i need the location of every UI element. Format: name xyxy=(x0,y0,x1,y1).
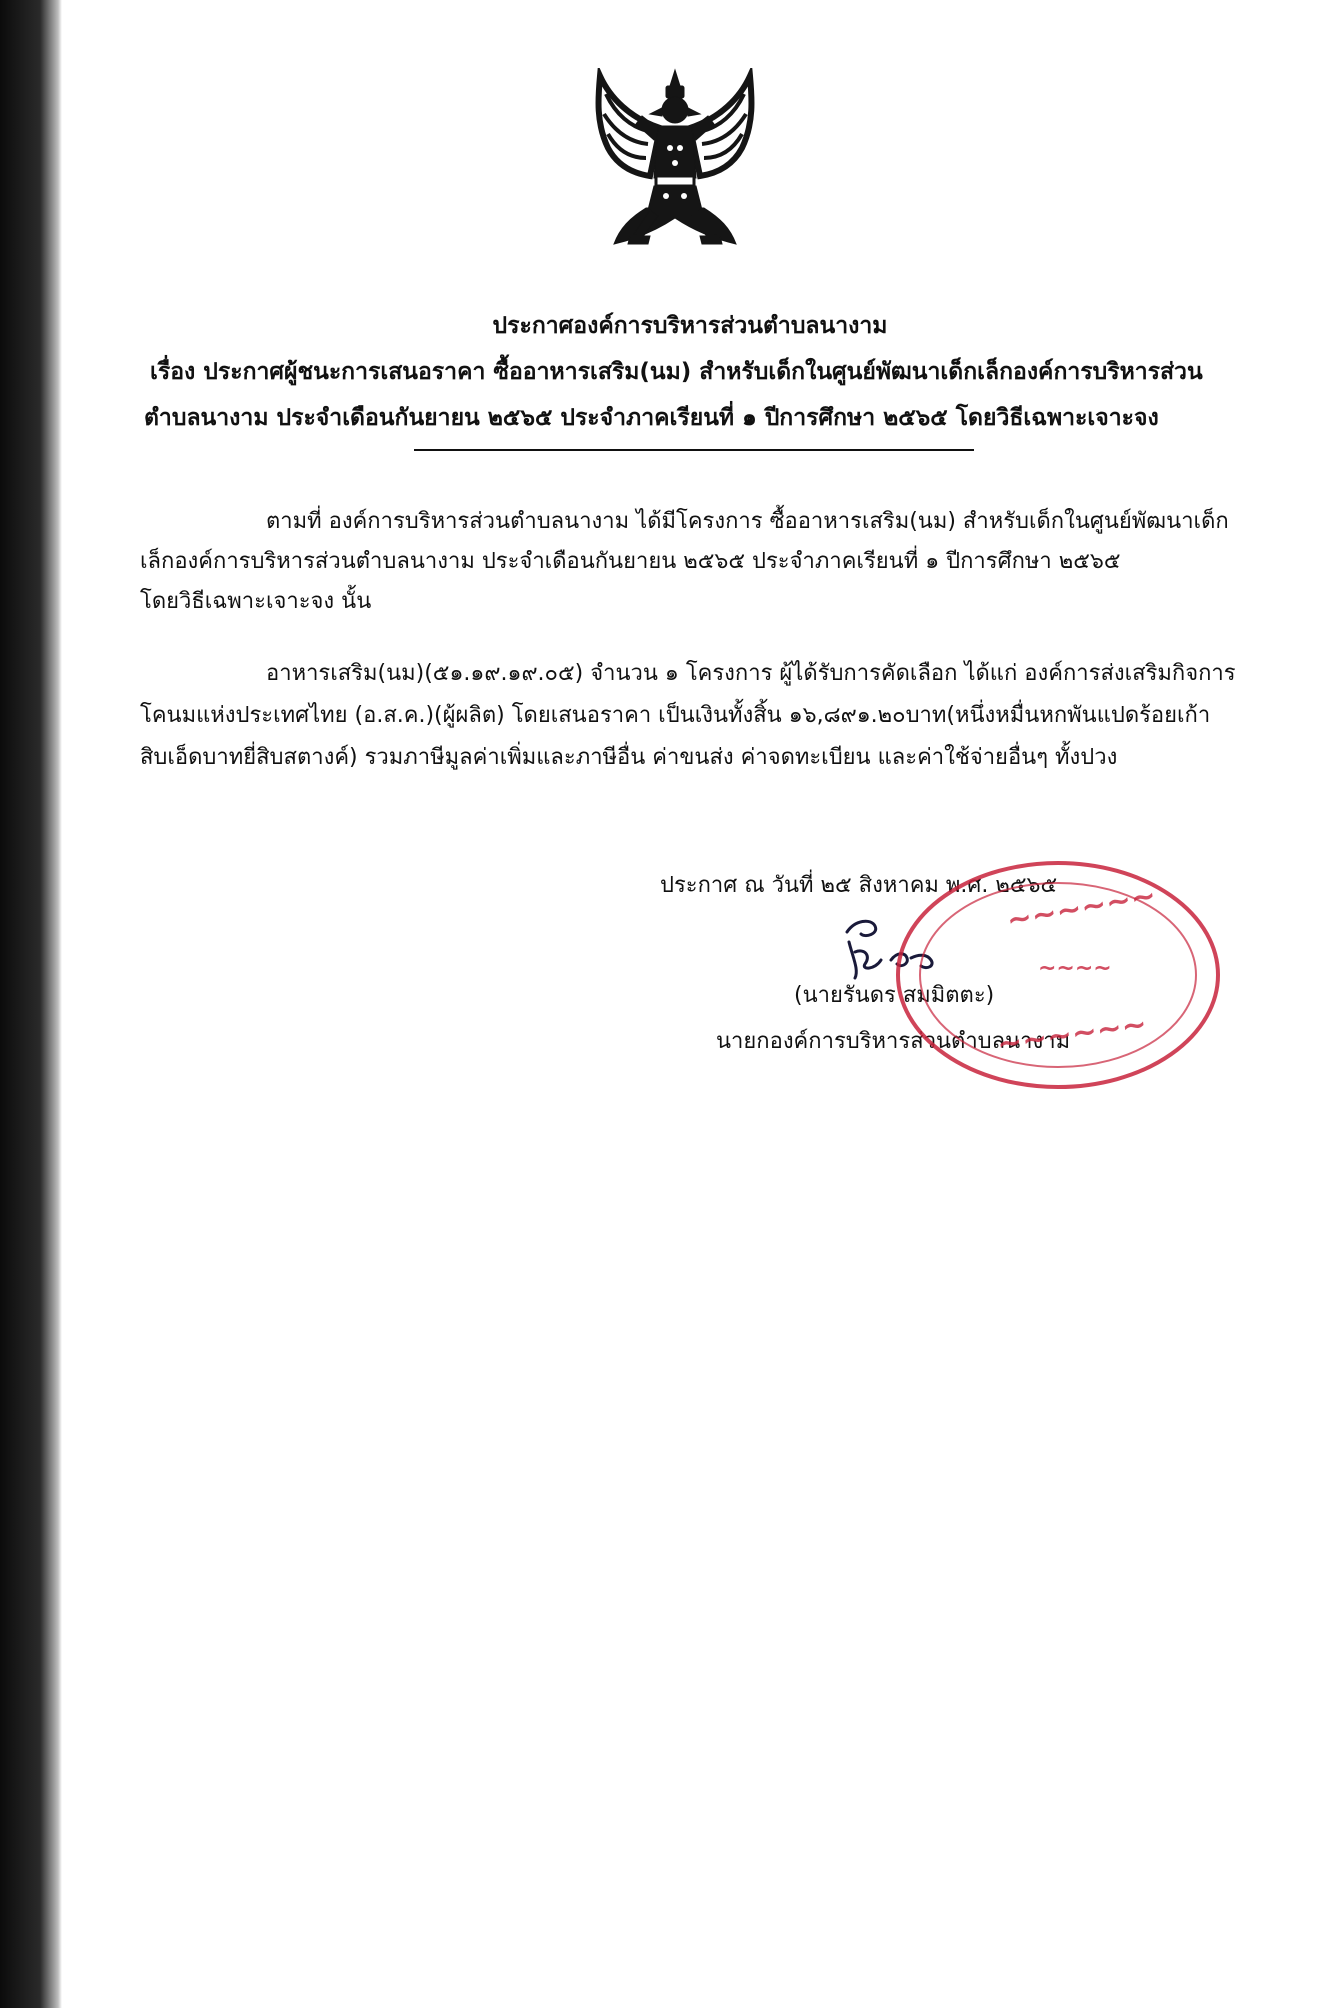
announcement-date: ประกาศ ณ วันที่ ๒๕ สิงหาคม พ.ศ. ๒๕๖๕ xyxy=(660,873,1058,898)
paragraph1-line3: โดยวิธีเฉพาะเจาะจง นั้น xyxy=(140,589,372,614)
svg-text:~~~~~~: ~~~~~~ xyxy=(1004,877,1159,939)
paragraph2-line1: อาหารเสริม(นม)(๕๑.๑๙.๑๙.๐๕) จำนวน ๑ โครงการ ผู้ได้รับการคัดเลือก ได้แก่ องค์การส่งเสริมกิจการ xyxy=(266,661,1236,686)
subject-line-1: เรื่อง ประกาศผู้ชนะการเสนอราคา ซื้ออาหารเสริม(นม) สำหรับเด็กในศูนย์พัฒนาเด็กเล็กองค์การบริหารส่วน xyxy=(150,359,1203,385)
paragraph2-line3: สิบเอ็ดบาทยี่สิบสตางค์) รวมภาษีมูลค่าเพิ่มและภาษีอื่น ค่าขนส่ง ค่าจดทะเบียน และค่าใช้จ่ายอื่นๆ ทั้งปวง xyxy=(140,745,1118,770)
paragraph1-line1: ตามที่ องค์การบริหารส่วนตำบลนางาม ได้มีโครงการ ซื้ออาหารเสริม(นม) สำหรับเด็กในศูนย์พัฒนาเด็ก xyxy=(266,509,1229,534)
signatory-position: นายกองค์การบริหารส่วนตำบลนางาม xyxy=(716,1029,1071,1054)
announcement-title: ประกาศองค์การบริหารส่วนตำบลนางาม xyxy=(492,313,888,339)
scan-edge-shadow xyxy=(0,0,62,2008)
signatory-name: (นายรันดร สมมิตตะ) xyxy=(794,983,995,1008)
svg-text:~~~~~~: ~~~~~~ xyxy=(994,1006,1150,1063)
subject-line-2: ตำบลนางาม ประจำเดือนกันยายน ๒๕๖๕ ประจำภาคเรียนที่ ๑ ปีการศึกษา ๒๕๖๕ โดยวิธีเฉพาะเจาะจง xyxy=(144,405,1159,431)
svg-text:~~~~: ~~~~ xyxy=(1038,956,1112,981)
paragraph1-line2: เล็กองค์การบริหารส่วนตำบลนางาม ประจำเดือนกันยายน ๒๕๖๕ ประจำภาคเรียนที่ ๑ ปีการศึกษา ๒๕๖๕ xyxy=(140,549,1121,574)
garuda-emblem-icon xyxy=(590,68,760,254)
paragraph2-line2: โคนมแห่งประเทศไทย (อ.ส.ค.)(ผู้ผลิต) โดยเสนอราคา เป็นเงินทั้งสิ้น ๑๖,๘๙๑.๒๐บาท(หนึ่งหมื่นหกพันแปดร้อยเก้า xyxy=(140,703,1211,728)
header-divider xyxy=(414,449,974,451)
official-seal-stamp-icon xyxy=(888,850,1228,1100)
